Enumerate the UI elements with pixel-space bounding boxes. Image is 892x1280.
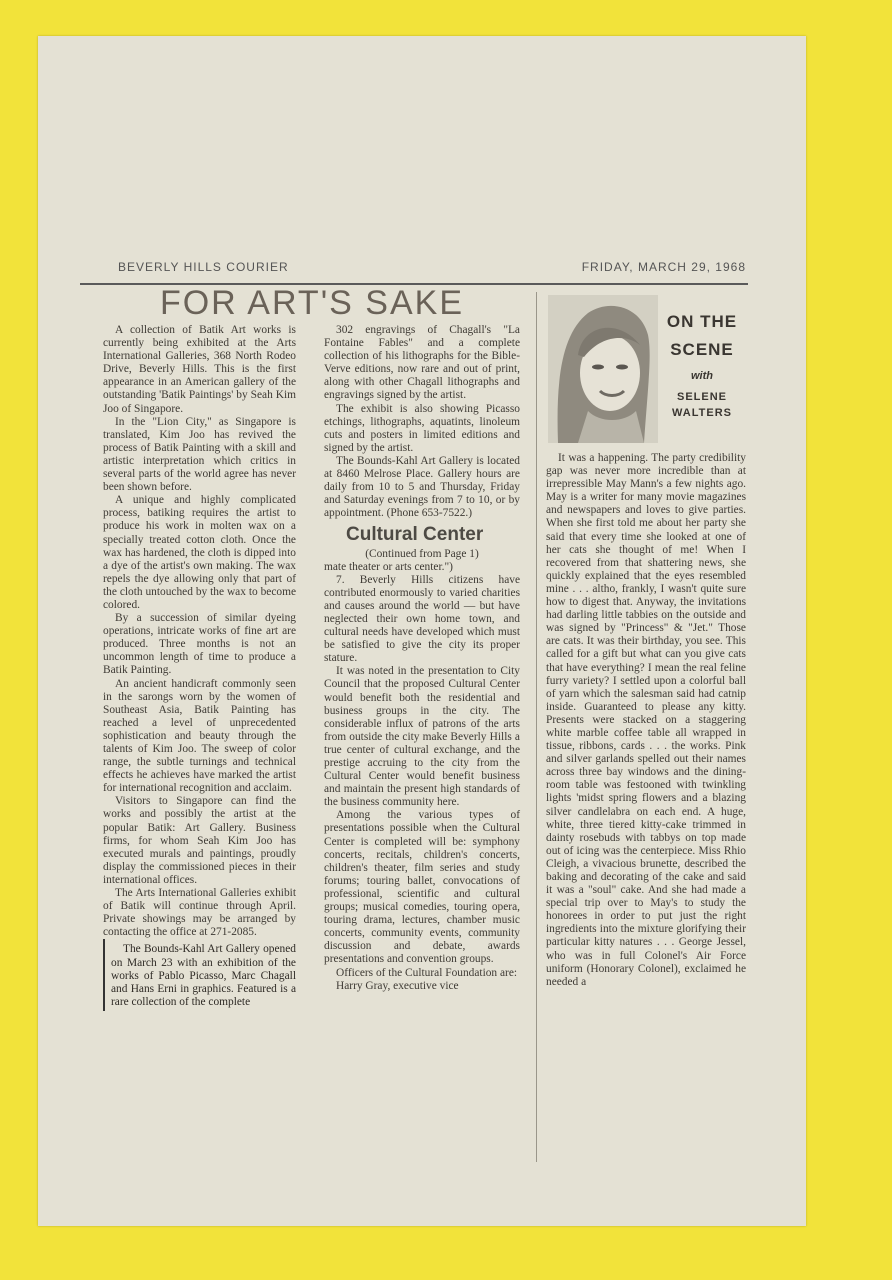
- author-last-name: WALTERS: [672, 407, 732, 419]
- boxed-paragraph: The Bounds-Kahl Art Gallery opened on March 23 with an exhibition of the works of Pablo Picasso, Marc Chagall and Hans Erni in graphics. Featured is a rare collection of the complete: [103, 939, 296, 1010]
- masthead: [80, 226, 750, 274]
- author-first-name: SELENE: [676, 391, 727, 403]
- cultural-center-heading: Cultural Center: [346, 524, 484, 546]
- continued-note: (Continued from Page 1): [365, 547, 479, 560]
- paragraph: A unique and highly complicated process, batiking requires the artist to produce his work in molten wax on a specially treated cotton cloth. Once the wax has hardened, the cloth is dipped into a dye of the artist's own making. The wax repels the dye allowing only that part of the cloth untouched by the wax to become colored.: [103, 494, 296, 611]
- banner-line-2: SCENE: [670, 340, 734, 359]
- paragraph: It was a happening. The party credibility gap was never more incredible than at irrepressible May Mann's a few nights ago. May is a writer for many movie magazines and newspapers and loves to give parties. When she first told me about her party she said that every time she looked at one of her cats she thought of me! When I recovered from that shattering news, she quickly explained that the eyes resembled mine . . . altho, frankly, I wasn't quite sure how to digest that. Anyway, the invitations had darling little tabbies on the outside and was signed by "Princess" & "Jet." Those are cats. It was their birthday, you see. This called for a gift but what can you give cats that have everything? I mean the real feline furry variety? I settled upon a colorful ball of yarn which the salesman said had catnip inside. Guaranteed to please any kitty. Presents were stacked on a staggering white marble coffee table all wrapped in tissue, ribbons, cards . . . the works. Pink and silver garlands spelled out their names across three bay windows and the dining-room table was festooned with twinkling lights 'midst spring flowers and a blazing silver candlelabra on each end. A huge, white, three tiered kitty-cake trimmed in dainty rosebuds with tabbys on top made out of icing was the centerpiece. Miss Rhio Cleigh, a vivacious brunette, described the baking and decorating of the cake and said it was a "soul" cake. And she had made a special trip over to May's to study the honorees in order to put just the right ingredients into the mixture glorifying their particular kitty natures . . . George Jessel, who was in full Colonel's Air Force uniform (Honorary Colonel), exclaimed he needed a: [546, 452, 746, 988]
- paragraph: 7. Beverly Hills citizens have contributed enormously to varied charities and causes around the world — but have neglected their own home town, and cultural needs have developed which must be satisfied to give the city its proper stature.: [324, 573, 520, 665]
- paragraph: Among the various types of presentations possible when the Cultural Center is completed will be: symphony concerts, recitals, children's concerts, children's theater, film series and study forums; touring ballet, convocations of professional, scientific and cultural groups; musical comedies, touring opera, touring drama, lectures, chamber music concerts, community events, community discussion and debate, awards presentations and convention groups.: [324, 809, 520, 966]
- paragraph: It was noted in the presentation to City Council that the proposed Cultural Center would benefit both the residential and business groups in the city. The considerable influx of patrons of the arts from outside the city make Beverly Hills a true center of cultural exchange, and the prestige accruing to the city from the Cultural Center would benefit business and maintain the present high standards of the business community here.: [324, 665, 520, 809]
- banner-line-1: ON THE: [666, 312, 738, 331]
- paragraph: mate theater or arts center."): [324, 560, 453, 573]
- portrait-image: [548, 295, 658, 443]
- paragraph: Visitors to Singapore can find the works and possibly the artist at the popular Batik: Art Gallery. Business firms, for whom Seah Kim Joo has executed murals and paintings, proudly display the commissioned pieces in their international offices.: [103, 795, 296, 886]
- column-banner: [660, 312, 744, 419]
- paragraph: The exhibit is also showing Picasso etchings, lithographs, aquatints, linoleum cuts and posters in limited editions and signed by the artist.: [324, 402, 520, 454]
- issue-date: FRIDAY, MARCH 29, 1968: [581, 260, 746, 274]
- article-column-2: [324, 324, 520, 993]
- columnist-photo: [548, 295, 658, 443]
- headline: FOR ART'S SAKE: [159, 284, 465, 322]
- paragraph: A collection of Batik Art works is currently being exhibited at the Arts International Galleries, 368 North Rodeo Drive, Beverly Hills. This is the first appearance in an American gallery of the outstanding 'Batik Paintings' by Seah Kim Joo of Singapore.: [103, 324, 296, 415]
- paper-name: BEVERLY HILLS COURIER: [118, 260, 289, 274]
- paragraph: An ancient handicraft commonly seen in the sarongs worn by the women of Southeast Asia, Batik Painting has reached a level of unprecedented sophistication and beauty through the talents of Kim Joo. The sweep of color range, the subtle turnings and technical effects he achieves have marked the artist for international recognition and acclaim.: [103, 677, 296, 795]
- paragraph: 302 engravings of Chagall's "La Fontaine Fables" and a complete collection of his lithographs for the Bible-Verve editions, now rare and out of print, along with other Chagall lithographs and engravings signed by the artist.: [324, 324, 520, 402]
- column-divider: [536, 292, 537, 1162]
- paragraph: Harry Gray, executive vice: [336, 979, 459, 992]
- article-column-3: [546, 452, 746, 989]
- paragraph: The Bounds-Kahl Art Gallery is located at 8460 Melrose Place. Gallery hours are daily from 10 to 5 and Thursday, Friday and Saturday evenings from 7 to 10, or by appointment. (Phone 653-7522.): [324, 454, 520, 520]
- article-column-1: [103, 324, 296, 1011]
- paragraph: In the "Lion City," as Singapore is translated, Kim Joo has revived the process of Batik Painting with a skill and artistic interpretation which critics in several parts of the world agree has never been shown before.: [103, 415, 296, 494]
- paragraph: Officers of the Cultural Foundation are:: [336, 966, 518, 979]
- paragraph: By a succession of similar dyeing operations, intricate works of fine art are produced. Three months is not an uncommon length of time to produce a Batik Painting.: [103, 612, 296, 677]
- banner-with: with: [691, 370, 713, 382]
- paragraph: The Arts International Galleries exhibit of Batik will continue through April. Private showings may be arranged by contacting the office at 271-2085.: [103, 887, 296, 939]
